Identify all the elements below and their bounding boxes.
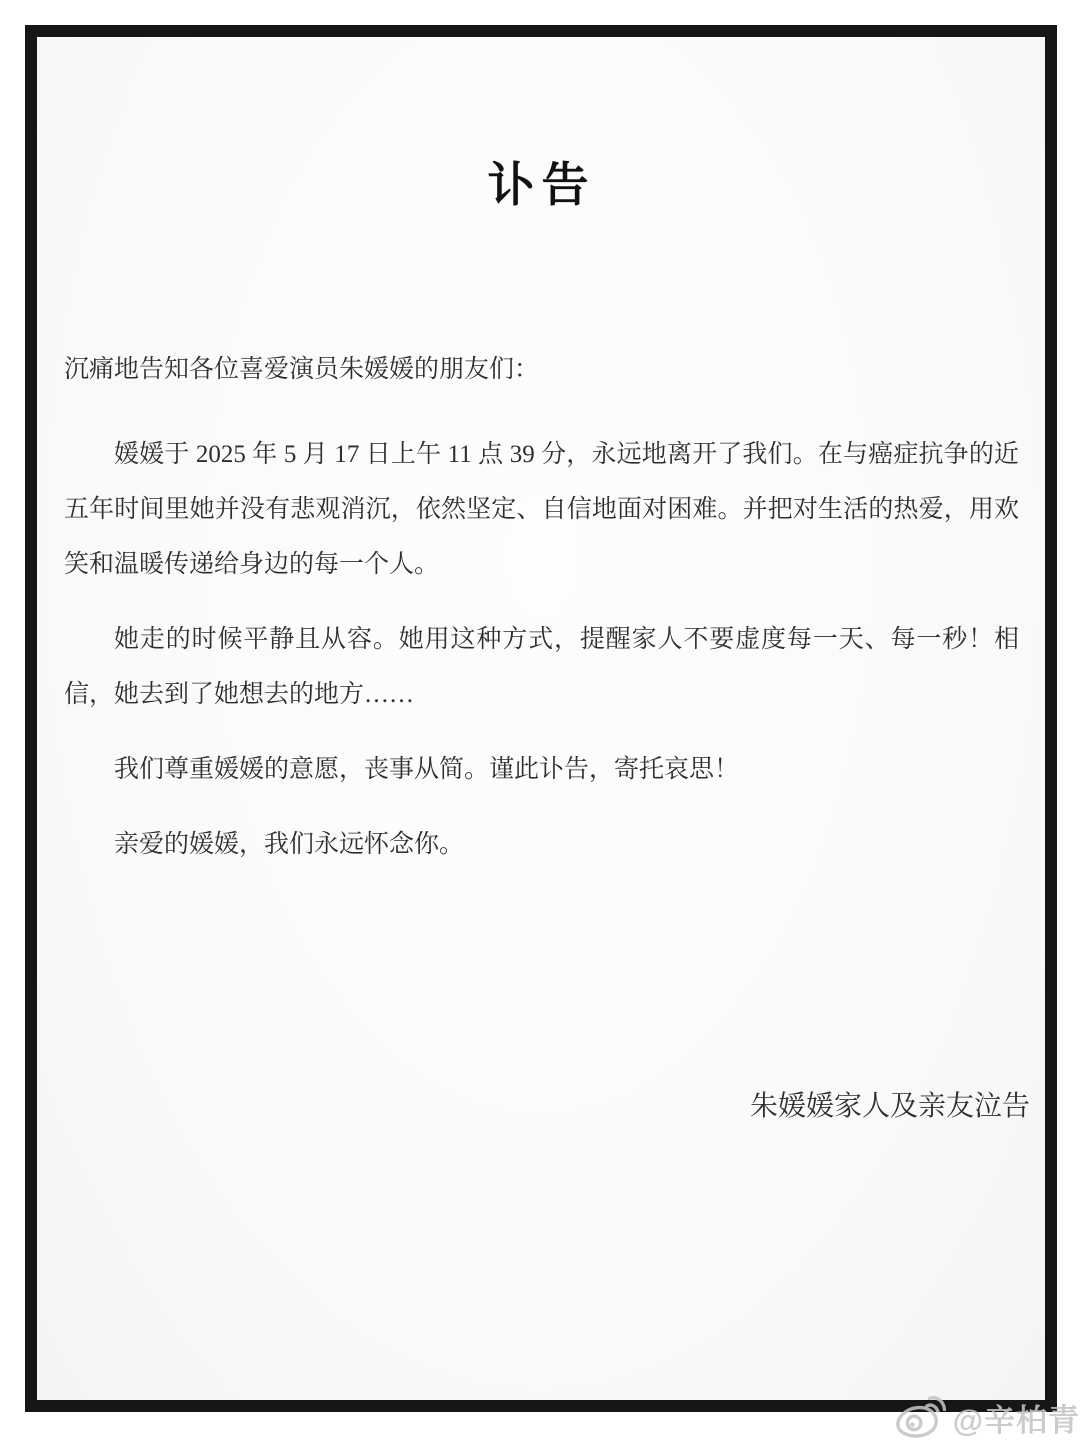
notice-paragraph: 媛媛于 2025 年 5 月 17 日上午 11 点 39 分，永远地离开了我们。在与癌症抗争的近五年时间里她并没有悲观消沉，依然坚定、自信地面对困难。并把对生活的热爱，用欢笑和温暖传递给身边的每一个人。 [64, 441, 1019, 578]
notice-paragraph: 亲爱的媛媛，我们永远怀念你。 [114, 831, 465, 858]
notice-title: 讣告 [487, 158, 596, 211]
signature-line: 朱媛媛家人及亲友泣告 [749, 1091, 1030, 1122]
notice-content [37, 157, 1045, 872]
weibo-watermark [893, 1394, 1080, 1440]
notice-paragraph: 我们尊重媛媛的意愿，丧事从简。谨此讣告，寄托哀思！ [114, 756, 740, 783]
salutation-line: 沉痛地告知各位喜爱演员朱媛媛的朋友们： [64, 356, 540, 383]
weibo-icon [893, 1394, 947, 1440]
notice-frame [25, 25, 1057, 1412]
watermark-handle: @辛柏青 [952, 1402, 1080, 1438]
notice-paragraph: 她走的时候平静且从容。她用这种方式，提醒家人不要虚度每一天、每一秒！相信，她去到了她想去的地方…… [64, 626, 1019, 708]
